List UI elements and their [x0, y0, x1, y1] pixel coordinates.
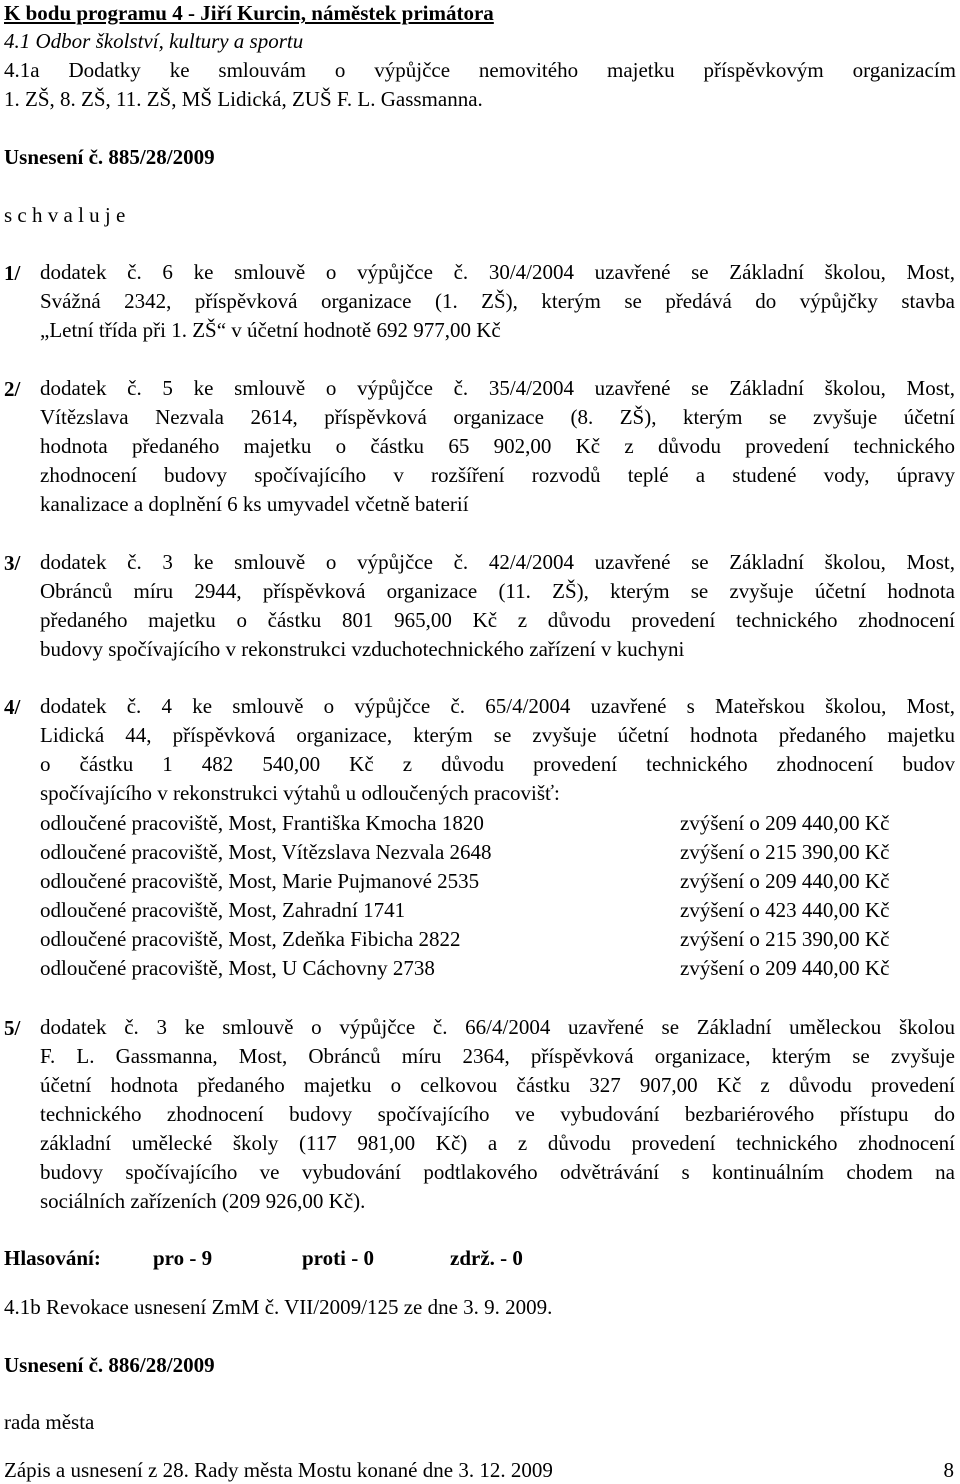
agenda-item-title: K bodu programu 4 - Jiří Kurcin, náměstek primátora	[4, 1, 494, 25]
item-line: kanalizace a doplnění 6 ks umyvadel včetně baterií	[40, 492, 469, 516]
workplace-amount: zvýšení o 209 440,00 Kč	[680, 811, 890, 835]
item-line: Obránců míru 2944, příspěvková organizace (11. ZŠ), kterým se zvyšuje účetní hodnota	[40, 579, 955, 603]
resolution-verb: s c h v a l u j e	[4, 203, 126, 227]
vote-abstain: zdrž. - 0	[450, 1246, 523, 1270]
item-line: Lidická 44, příspěvková organizace, kterým se zvyšuje účetní hodnota předaného majetku	[40, 723, 955, 747]
item-line: o částku 1 482 540,00 Kč z důvodu provedení technického zhodnocení budov	[40, 752, 955, 776]
item-number: 4/	[4, 695, 21, 719]
workplace-name: odloučené pracoviště, Most, Zahradní 1741	[40, 898, 406, 922]
item-line: hodnota předaného majetku o částku 65 902,00 Kč z důvodu provedení technického	[40, 434, 955, 458]
item-line: sociálních zařízeních (209 926,00 Kč).	[40, 1189, 366, 1213]
item-line: předaného majetku o částku 801 965,00 Kč z důvodu provedení technického zhodnocení	[40, 608, 955, 632]
item-number: 5/	[4, 1016, 21, 1040]
workplace-name: odloučené pracoviště, Most, U Cáchovny 2738	[40, 956, 435, 980]
item-line: technického zhodnocení budovy spočívajícího ve vybudování bezbariérového přístupu do	[40, 1102, 955, 1126]
item-line: budovy spočívajícího v rekonstrukci vzduchotechnického zařízení v kuchyni	[40, 637, 685, 661]
workplace-amount: zvýšení o 423 440,00 Kč	[680, 898, 890, 922]
item-line: účetní hodnota předaného majetku o celkovou částku 327 907,00 Kč z důvodu provedení	[40, 1073, 955, 1097]
resolution-number: Usnesení č. 886/28/2009	[4, 1353, 215, 1377]
item-line: spočívajícího v rekonstrukci výtahů u odloučených pracovišť:	[40, 781, 560, 805]
workplace-name: odloučené pracoviště, Most, Zdeňka Fibicha 2822	[40, 927, 461, 951]
workplace-amount: zvýšení o 215 390,00 Kč	[680, 840, 890, 864]
item-line: dodatek č. 3 ke smlouvě o výpůjčce č. 66/4/2004 uzavřené se Základní uměleckou školou	[40, 1015, 955, 1039]
vote-pro: pro - 9	[153, 1246, 213, 1270]
workplace-name: odloučené pracoviště, Most, Vítězslava Nezvala 2648	[40, 840, 492, 864]
workplace-amount: zvýšení o 209 440,00 Kč	[680, 956, 890, 980]
item-a-heading-line2: 1. ZŠ, 8. ZŠ, 11. ZŠ, MŠ Lidická, ZUŠ F. L. Gassmanna.	[4, 87, 483, 111]
department-subtitle: 4.1 Odbor školství, kultury a sportu	[4, 29, 304, 53]
item-line: základní umělecké školy (117 981,00 Kč) a z důvodu provedení technického zhodnocení	[40, 1131, 955, 1155]
workplace-name: odloučené pracoviště, Most, Marie Pujmanové 2535	[40, 869, 480, 893]
item-line: F. L. Gassmanna, Most, Obránců míru 2364, příspěvková organizace, kterým se zvyšuje	[40, 1044, 955, 1068]
footer-text: Zápis a usnesení z 28. Rady města Mostu konané dne 3. 12. 2009	[4, 1458, 553, 1482]
item-b-heading: 4.1b Revokace usnesení ZmM č. VII/2009/125 ze dne 3. 9. 2009.	[4, 1295, 553, 1319]
vote-label: Hlasování:	[4, 1246, 101, 1270]
workplace-amount: zvýšení o 215 390,00 Kč	[680, 927, 890, 951]
item-line: dodatek č. 5 ke smlouvě o výpůjčce č. 35/4/2004 uzavřené se Základní školou, Most,	[40, 376, 955, 400]
item-line: dodatek č. 4 ke smlouvě o výpůjčce č. 65/4/2004 uzavřené s Mateřskou školou, Most,	[40, 694, 955, 718]
item-line: dodatek č. 3 ke smlouvě o výpůjčce č. 42/4/2004 uzavřené se Základní školou, Most,	[40, 550, 955, 574]
item-line: zhodnocení budovy spočívajícího v rozšíření rozvodů teplé a studené vody, úpravy	[40, 463, 955, 487]
page-number: 8	[943, 1458, 954, 1482]
item-line: Svážná 2342, příspěvková organizace (1. ZŠ), kterým se předává do výpůjčky stavba	[40, 289, 955, 313]
item-line: budovy spočívajícího ve vybudování podtlakového odvětrávání s kontinuálním chodem na	[40, 1160, 955, 1184]
item-a-heading-line1: 4.1a Dodatky ke smlouvám o výpůjčce nemovitého majetku příspěvkovým organizacím	[4, 58, 956, 82]
item-line: Vítězslava Nezvala 2614, příspěvková organizace (8. ZŠ), kterým se zvyšuje účetní	[40, 405, 955, 429]
workplace-name: odloučené pracoviště, Most, Františka Kmocha 1820	[40, 811, 484, 835]
item-number: 3/	[4, 551, 21, 575]
resolution-number: Usnesení č. 885/28/2009	[4, 145, 215, 169]
vote-proti: proti - 0	[302, 1246, 374, 1270]
item-number: 1/	[4, 261, 21, 285]
item-line: dodatek č. 6 ke smlouvě o výpůjčce č. 30/4/2004 uzavřené se Základní školou, Most,	[40, 260, 955, 284]
item-line: „Letní třída při 1. ZŠ“ v účetní hodnotě 692 977,00 Kč	[40, 318, 501, 342]
item-number: 2/	[4, 377, 21, 401]
resolution-body: rada města	[4, 1410, 95, 1434]
workplace-amount: zvýšení o 209 440,00 Kč	[680, 869, 890, 893]
